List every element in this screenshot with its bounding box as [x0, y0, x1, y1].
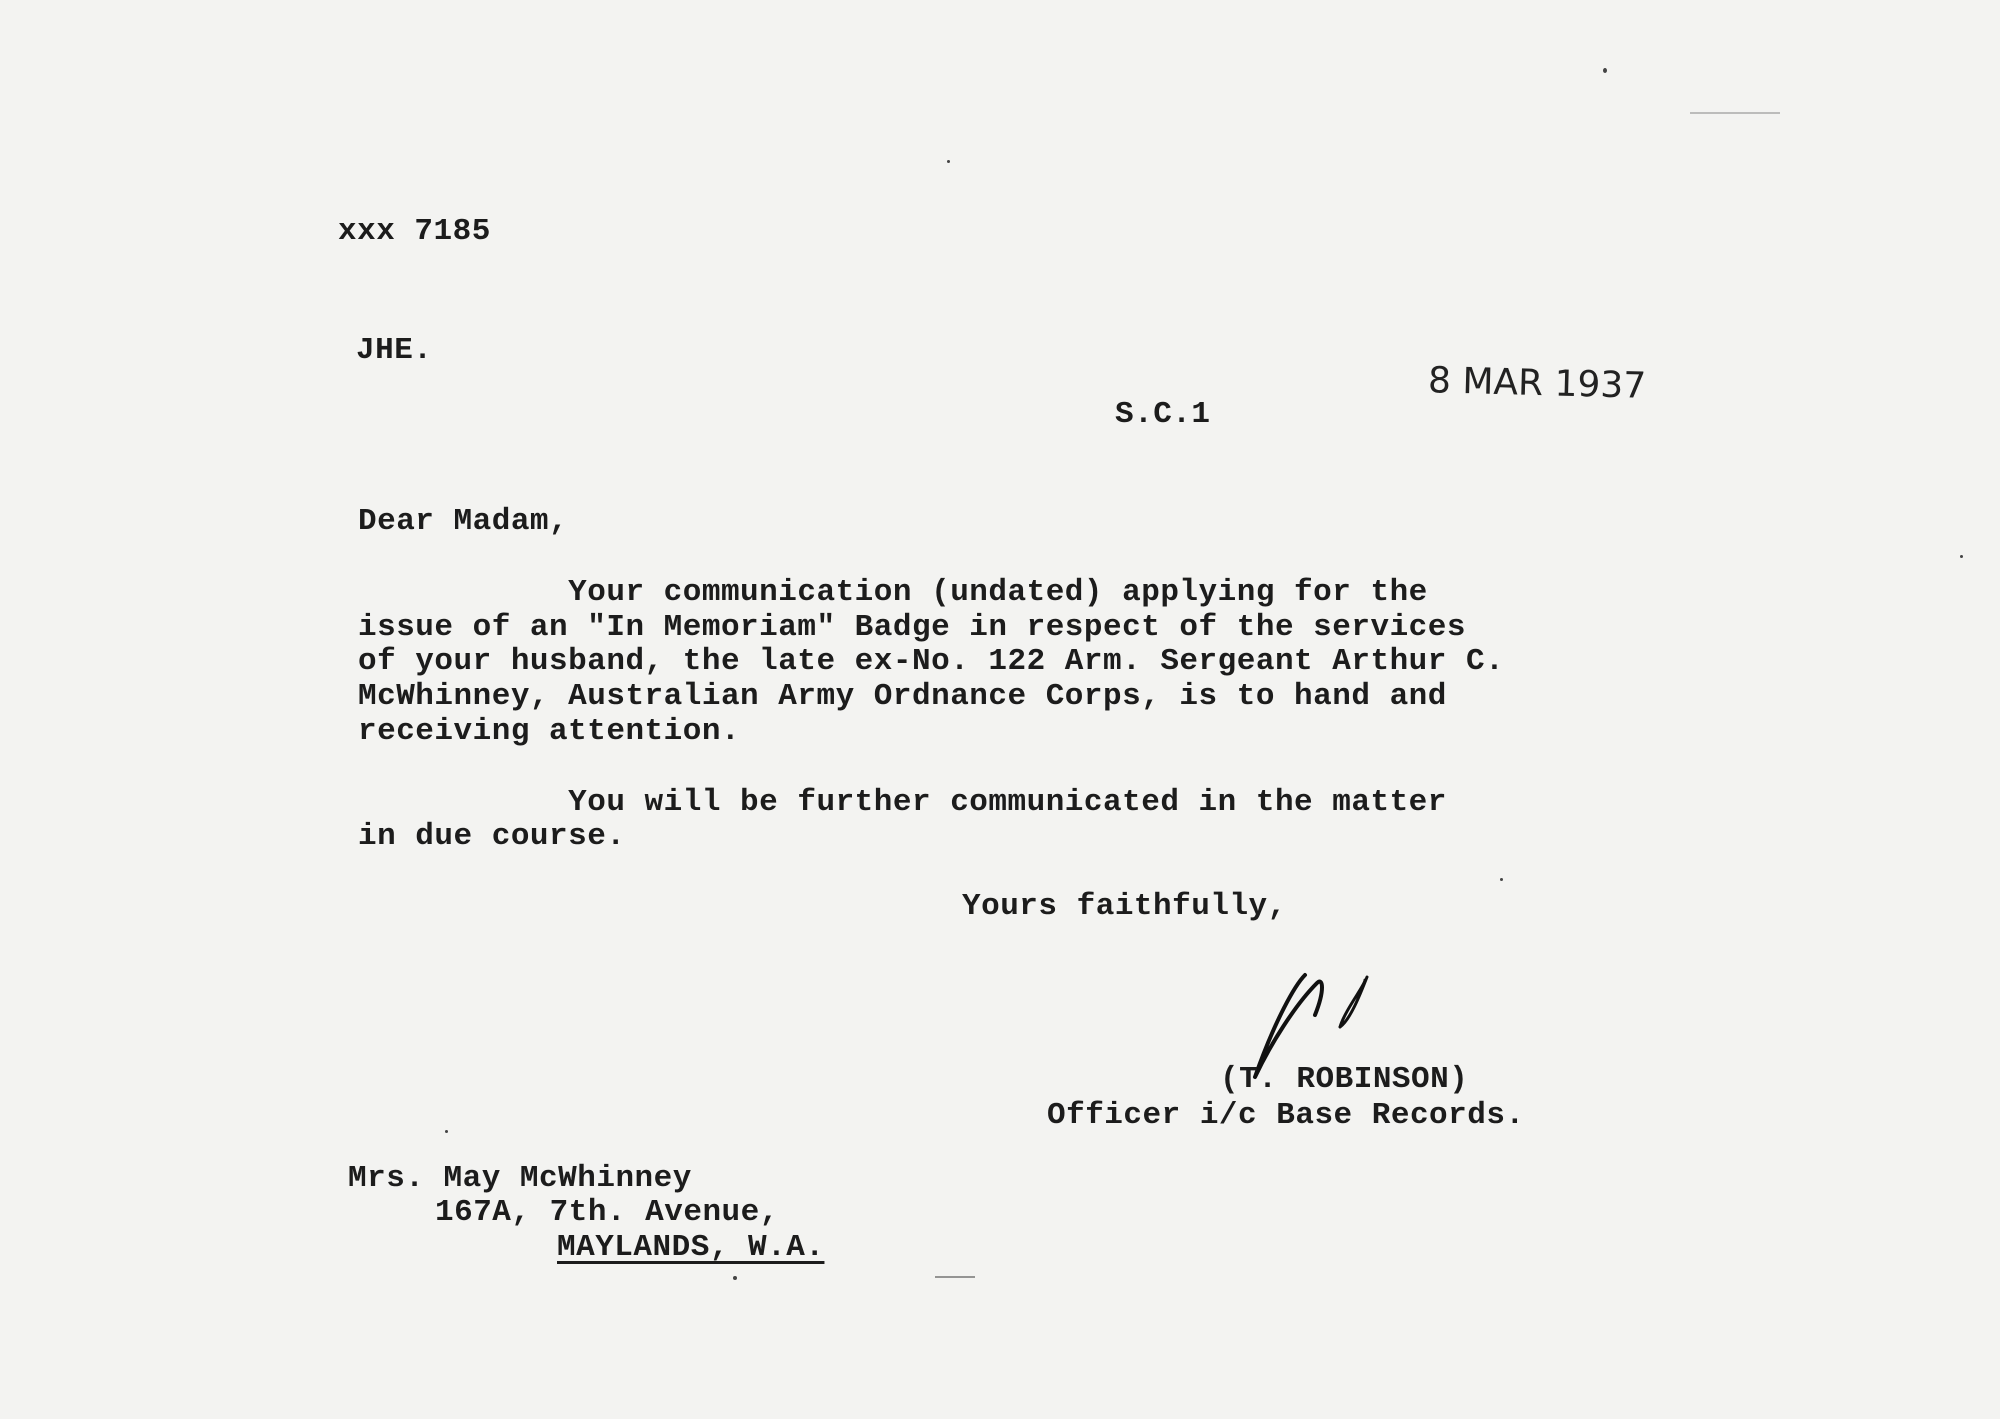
typist-initials: JHE. — [356, 333, 433, 368]
body-line: McWhinney, Australian Army Ordnance Corps, is to hand and — [358, 679, 1447, 714]
scan-speck — [1960, 555, 1963, 558]
body-line: of your husband, the late ex-No. 122 Arm. Sergeant Arthur C. — [358, 644, 1505, 679]
body-line: issue of an "In Memoriam" Badge in respect of the services — [358, 610, 1466, 645]
body-line: Your communication (undated) applying for the — [358, 575, 1428, 610]
scan-speck — [947, 160, 950, 163]
addressee-name: Mrs. May McWhinney — [348, 1161, 692, 1196]
date-stamp: 8 MAR 1937 — [1427, 360, 1647, 407]
scan-speck — [445, 1130, 448, 1133]
salutation: Dear Madam, — [358, 504, 569, 539]
body-line: You will be further communicated in the matter — [358, 785, 1447, 820]
file-reference: xxx 7185 — [338, 214, 491, 249]
addressee-town: MAYLANDS, W.A. — [557, 1230, 825, 1265]
scan-speck — [1603, 68, 1607, 73]
scan-speck — [733, 1276, 737, 1280]
scan-mark — [1690, 112, 1780, 114]
body-line: receiving attention. — [358, 714, 741, 749]
scan-mark — [935, 1276, 975, 1278]
signatory-name: (T. ROBINSON) — [1220, 1062, 1469, 1097]
closing: Yours faithfully, — [962, 889, 1287, 924]
section-code: S.C.1 — [1115, 397, 1211, 432]
signatory-title: Officer i/c Base Records. — [1047, 1098, 1525, 1133]
body-line: in due course. — [358, 819, 626, 854]
addressee-street: 167A, 7th. Avenue, — [435, 1195, 779, 1230]
scan-speck — [1500, 878, 1503, 881]
